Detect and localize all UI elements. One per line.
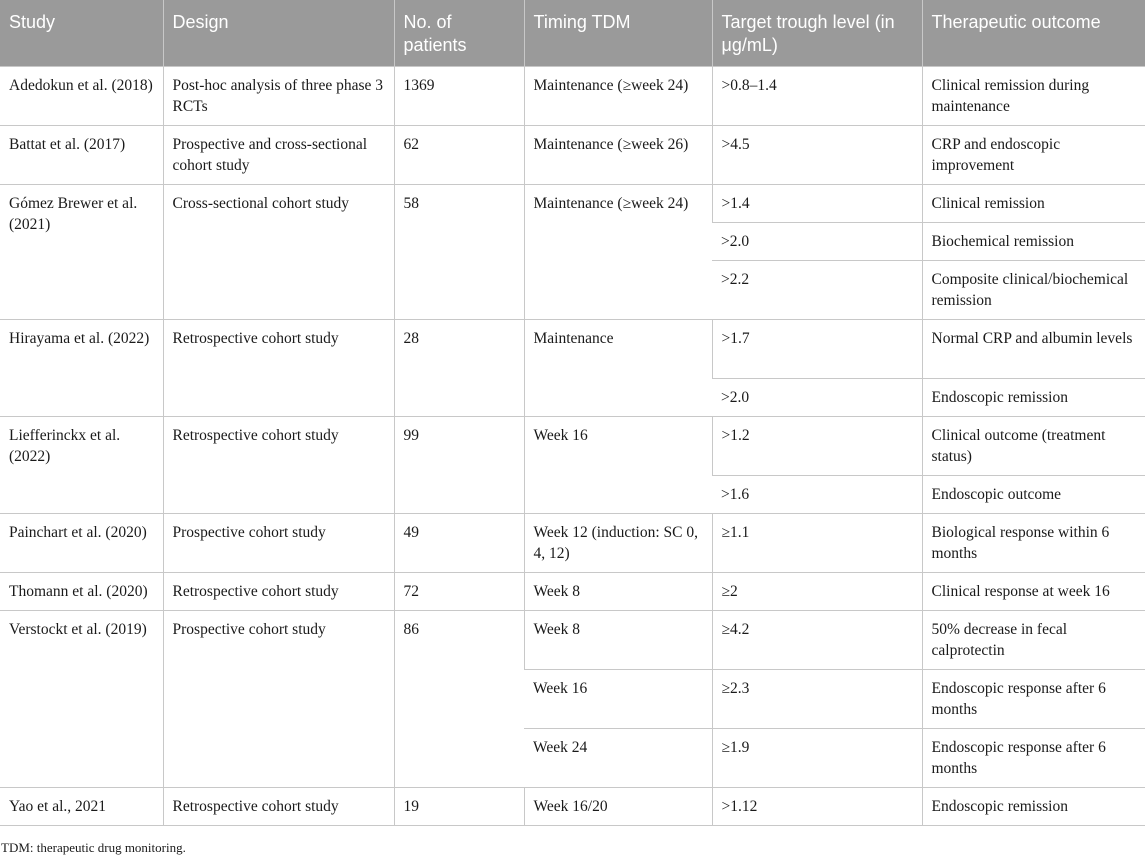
cell-target: >0.8–1.4 <box>712 67 922 126</box>
cell-outcome: Endoscopic response after 6 months <box>922 670 1145 729</box>
cell-outcome: Biological response within 6 months <box>922 514 1145 573</box>
cell-target: >1.12 <box>712 788 922 826</box>
cell-target: ≥1.1 <box>712 514 922 573</box>
cell-target: >2.0 <box>712 379 922 417</box>
table-row <box>0 185 1145 223</box>
table-footnote: TDM: therapeutic drug monitoring. <box>1 840 186 855</box>
cell-study: Thomann et al. (2020) <box>0 573 163 611</box>
cell-outcome: Clinical remission <box>922 185 1145 223</box>
cell-timing: Week 16 <box>524 670 712 729</box>
cell-design: Retrospective cohort study <box>163 417 394 514</box>
cell-target: >1.2 <box>712 417 922 476</box>
cell-patients: 58 <box>394 185 524 320</box>
cell-study: Verstockt et al. (2019) <box>0 611 163 788</box>
cell-timing: Week 8 <box>524 611 712 670</box>
cell-timing: Week 16/20 <box>524 788 712 826</box>
cell-outcome: Endoscopic remission <box>922 379 1145 417</box>
cell-design: Prospective cohort study <box>163 514 394 573</box>
cell-patients: 1369 <box>394 67 524 126</box>
cell-target: >1.4 <box>712 185 922 223</box>
header-row <box>0 0 1145 67</box>
cell-timing: Maintenance (≥week 26) <box>524 126 712 185</box>
cell-timing: Week 8 <box>524 573 712 611</box>
table-row <box>0 67 1145 126</box>
cell-target: ≥4.2 <box>712 611 922 670</box>
cell-design: Cross-sectional cohort study <box>163 185 394 320</box>
cell-patients: 86 <box>394 611 524 788</box>
table-row <box>0 126 1145 185</box>
cell-outcome: Clinical response at week 16 <box>922 573 1145 611</box>
cell-study: Liefferinckx et al. (2022) <box>0 417 163 514</box>
cell-design: Retrospective cohort study <box>163 320 394 417</box>
cell-target: ≥2.3 <box>712 670 922 729</box>
cell-outcome: Clinical outcome (treatment status) <box>922 417 1145 476</box>
cell-study: Adedokun et al. (2018) <box>0 67 163 126</box>
cell-timing: Maintenance (≥week 24) <box>524 185 712 320</box>
cell-target: ≥2 <box>712 573 922 611</box>
cell-design: Post-hoc analysis of three phase 3 RCTs <box>163 67 394 126</box>
cell-patients: 62 <box>394 126 524 185</box>
cell-target: >4.5 <box>712 126 922 185</box>
cell-study: Hirayama et al. (2022) <box>0 320 163 417</box>
table-row <box>0 514 1145 573</box>
header-study: Study <box>0 0 163 67</box>
cell-timing: Week 24 <box>524 729 712 788</box>
cell-target: >1.6 <box>712 476 922 514</box>
cell-outcome: Clinical remission during maintenance <box>922 67 1145 126</box>
cell-study: Gómez Brewer et al. (2021) <box>0 185 163 320</box>
header-patients: No. of patients <box>394 0 524 67</box>
cell-target: >2.2 <box>712 261 922 320</box>
cell-target: ≥1.9 <box>712 729 922 788</box>
table-row <box>0 320 1145 379</box>
table-row <box>0 573 1145 611</box>
cell-patients: 99 <box>394 417 524 514</box>
cell-design: Retrospective cohort study <box>163 573 394 611</box>
cell-study: Yao et al., 2021 <box>0 788 163 826</box>
header-timing: Timing TDM <box>524 0 712 67</box>
cell-outcome: 50% decrease in fecal calprotectin <box>922 611 1145 670</box>
cell-outcome: Endoscopic remission <box>922 788 1145 826</box>
cell-outcome: Biochemical remission <box>922 223 1145 261</box>
cell-timing: Week 12 (induction: SC 0, 4, 12) <box>524 514 712 573</box>
header-target: Target trough level (in μg/mL) <box>712 0 922 67</box>
cell-design: Prospective cohort study <box>163 611 394 788</box>
header-design: Design <box>163 0 394 67</box>
cell-target: >2.0 <box>712 223 922 261</box>
cell-outcome: CRP and endoscopic improvement <box>922 126 1145 185</box>
table-row <box>0 788 1145 826</box>
cell-outcome: Normal CRP and albumin levels <box>922 320 1145 379</box>
cell-outcome: Endoscopic response after 6 months <box>922 729 1145 788</box>
cell-patients: 19 <box>394 788 524 826</box>
cell-patients: 49 <box>394 514 524 573</box>
header-outcome: Therapeutic outcome <box>922 0 1145 67</box>
cell-timing: Week 16 <box>524 417 712 514</box>
cell-design: Prospective and cross-sectional cohort study <box>163 126 394 185</box>
cell-outcome: Composite clinical/biochemical remission <box>922 261 1145 320</box>
cell-patients: 28 <box>394 320 524 417</box>
table-row <box>0 417 1145 476</box>
cell-study: Battat et al. (2017) <box>0 126 163 185</box>
cell-design: Retrospective cohort study <box>163 788 394 826</box>
cell-outcome: Endoscopic outcome <box>922 476 1145 514</box>
table-row <box>0 611 1145 670</box>
cell-timing: Maintenance <box>524 320 712 417</box>
cell-study: Painchart et al. (2020) <box>0 514 163 573</box>
cell-target: >1.7 <box>712 320 922 379</box>
cell-timing: Maintenance (≥week 24) <box>524 67 712 126</box>
cell-patients: 72 <box>394 573 524 611</box>
